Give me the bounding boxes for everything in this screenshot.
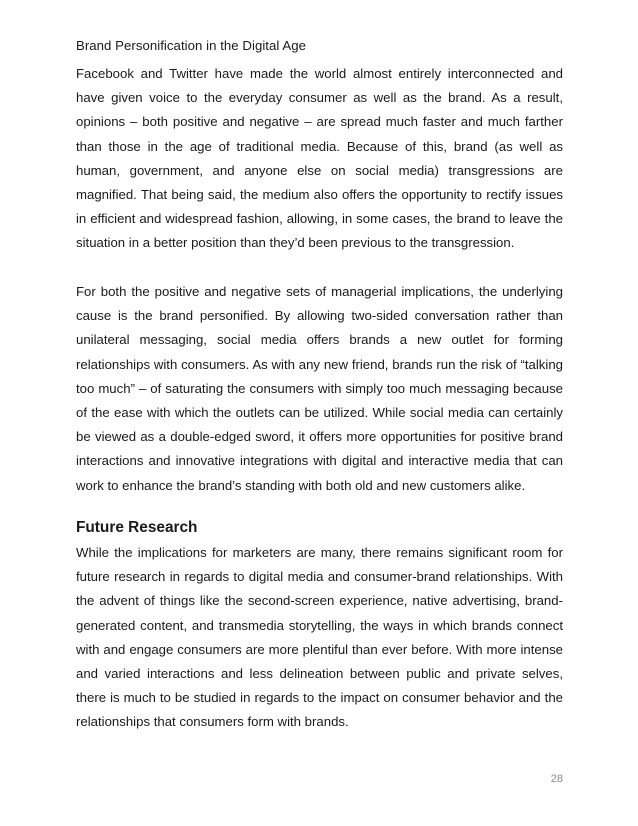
body-paragraph-2: For both the positive and negative sets of managerial implications, the underlying cause is the brand personified. By allowing two-sided conversation rather than unilateral messaging, social media offers brands a new outlet for forming relationships with consumers. As with any new friend, brands run the risk of “talking too much” – of saturating the consumers with simply too much messaging because of the ease with which the outlets can be utilized. While social media can certainly be viewed as a double-edged sword, it offers more opportunities for positive brand interactions and innovative integrations with digital and interactive media that can work to enhance the brand’s standing with both old and new customers alike. (76, 284, 563, 493)
page-number: 28 (550, 773, 563, 785)
body-paragraph-1: Facebook and Twitter have made the world almost entirely interconnected and have given voice to the everyday consumer as well as the brand. As a result, opinions – both positive and negative – are spread much faster and much farther than those in the age of traditional media. Because of this, brand (as well as human, government, and anyone else on social media) transgressions are magnified. That being said, the medium also offers the opportunity to rectify issues in efficient and widespread fashion, allowing, in some cases, the brand to leave the situation in a better position than they’d been previous to the transgression. (76, 66, 563, 251)
section-heading-future-research: Future Research (76, 519, 198, 536)
running-header: Brand Personification in the Digital Age (76, 38, 306, 53)
future-research-paragraph: While the implications for marketers are many, there remains significant room for future research in regards to digital media and consumer-brand relationships. With the advent of things like the second-screen experience, native advertising, brand-generated content, and transmedia storytelling, the ways in which brands connect with and engage consumers are more plentiful than ever before. With more intense and varied interactions and less delineation between public and private selves, there is much to be studied in regards to the impact on consumer behavior and the relationships that consumers form with brands. (76, 545, 563, 730)
